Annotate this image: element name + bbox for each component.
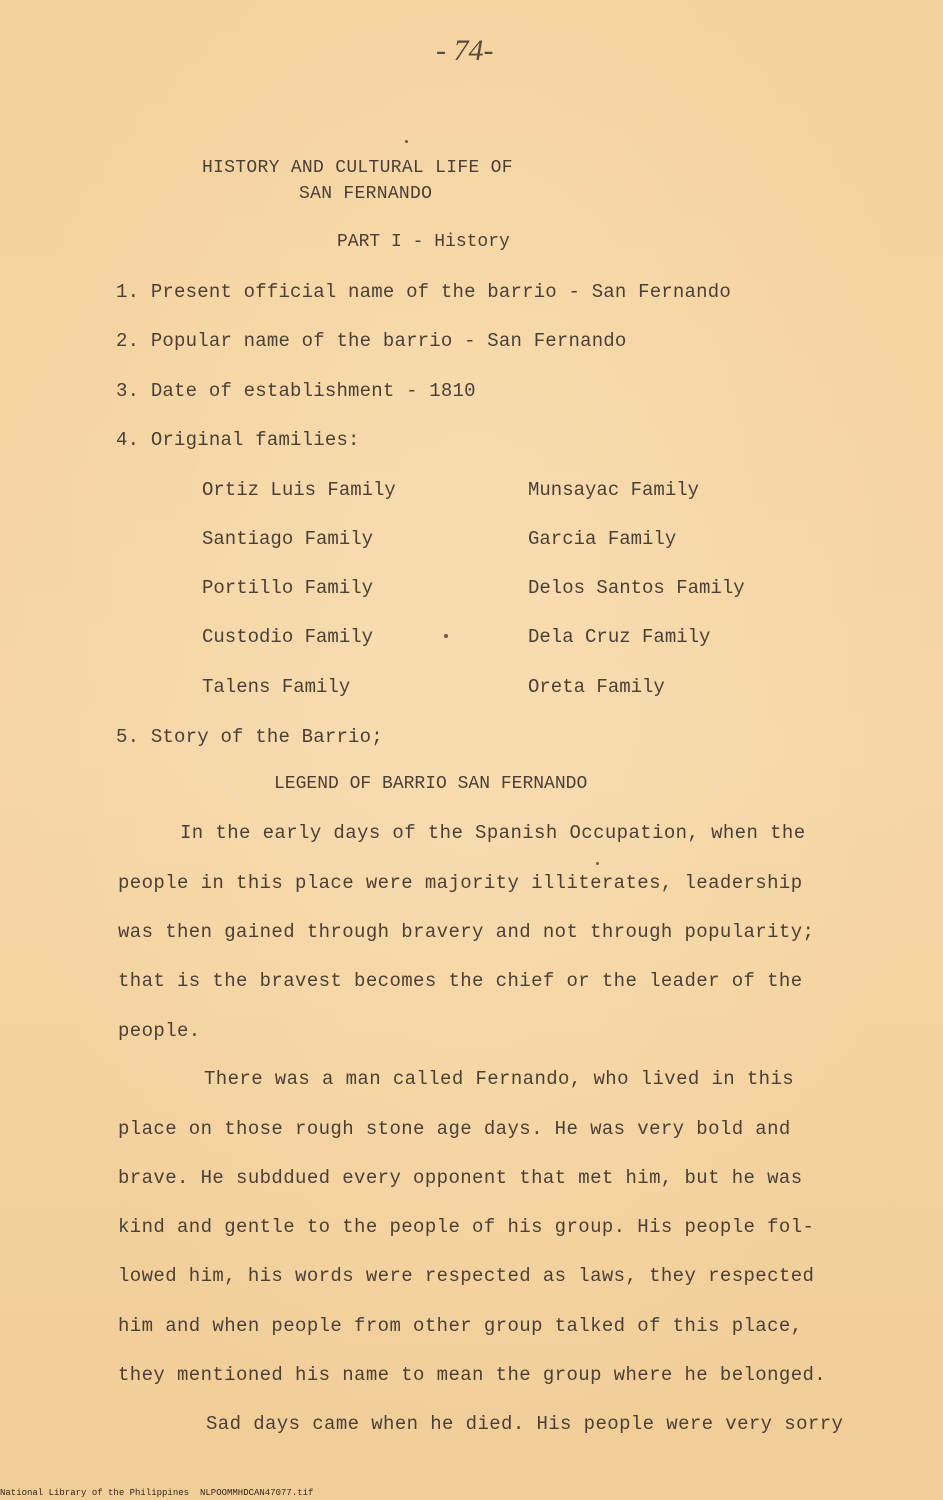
body-line-4: that is the bravest becomes the chief or the leader of the	[118, 970, 803, 992]
document-title-line2: SAN FERNANDO	[299, 184, 433, 204]
family-left-1: Ortiz Luis Family	[202, 479, 396, 501]
item-number: 5.	[116, 726, 140, 748]
body-line-1: In the early days of the Spanish Occupation, when the	[180, 822, 806, 844]
item-number: 4.	[116, 429, 140, 451]
item-text: Popular name of the barrio - San Fernando	[150, 330, 627, 352]
body-line-2: people in this place were majority illiterates, leadership	[118, 872, 803, 894]
legend-heading: LEGEND OF BARRIO SAN FERNANDO	[274, 774, 588, 794]
item-number: 2.	[116, 330, 140, 352]
family-left-4: Custodio Family	[202, 626, 374, 648]
item-3	[116, 380, 476, 402]
document-title-line1: HISTORY AND CULTURAL LIFE OF	[202, 158, 513, 178]
body-line-5: people.	[118, 1020, 201, 1042]
item-number: 3.	[116, 380, 140, 402]
body-line-10: lowed him, his words were respected as laws, they respected	[118, 1265, 815, 1287]
body-line-6: There was a man called Fernando, who lived in this	[204, 1068, 795, 1090]
footer-library: National Library of the Philippines	[0, 1488, 190, 1498]
page-number: - 74-	[436, 34, 494, 67]
family-left-5: Talens Family	[202, 676, 351, 698]
body-line-11: him and when people from other group talked of this place,	[118, 1315, 803, 1337]
ink-speck	[444, 634, 448, 638]
family-left-3: Portillo Family	[202, 577, 374, 599]
family-right-1: Munsayac Family	[528, 479, 700, 501]
family-right-3: Delos Santos Family	[528, 577, 745, 599]
body-line-9: kind and gentle to the people of his group. His people fol-	[118, 1216, 815, 1238]
item-text: Present official name of the barrio - San Fernando	[150, 281, 731, 303]
item-2	[116, 330, 627, 352]
part-heading: PART I - History	[337, 232, 510, 252]
footer-filename: NLPOOMMHDCAN47077.tif	[200, 1488, 314, 1498]
ink-speck	[596, 862, 599, 865]
item-number: 1.	[116, 281, 140, 303]
item-text: Story of the Barrio;	[150, 726, 383, 748]
body-line-7: place on those rough stone age days. He was very bold and	[118, 1118, 791, 1140]
family-right-2: Garcia Family	[528, 528, 677, 550]
body-line-13: Sad days came when he died. His people were very sorry	[206, 1413, 844, 1435]
item-4	[116, 429, 360, 451]
item-text: Date of establishment - 1810	[150, 380, 476, 402]
family-right-4: Dela Cruz Family	[528, 626, 711, 648]
family-left-2: Santiago Family	[202, 528, 374, 550]
item-5	[116, 726, 383, 748]
item-text: Original families:	[150, 429, 360, 451]
item-1	[116, 281, 731, 303]
body-line-8: brave. He subddued every opponent that met him, but he was	[118, 1167, 803, 1189]
body-line-3: was then gained through bravery and not through popularity;	[118, 921, 815, 943]
body-line-12: they mentioned his name to mean the group where he belonged.	[118, 1364, 827, 1386]
family-right-5: Oreta Family	[528, 676, 665, 698]
ink-speck	[405, 140, 408, 143]
